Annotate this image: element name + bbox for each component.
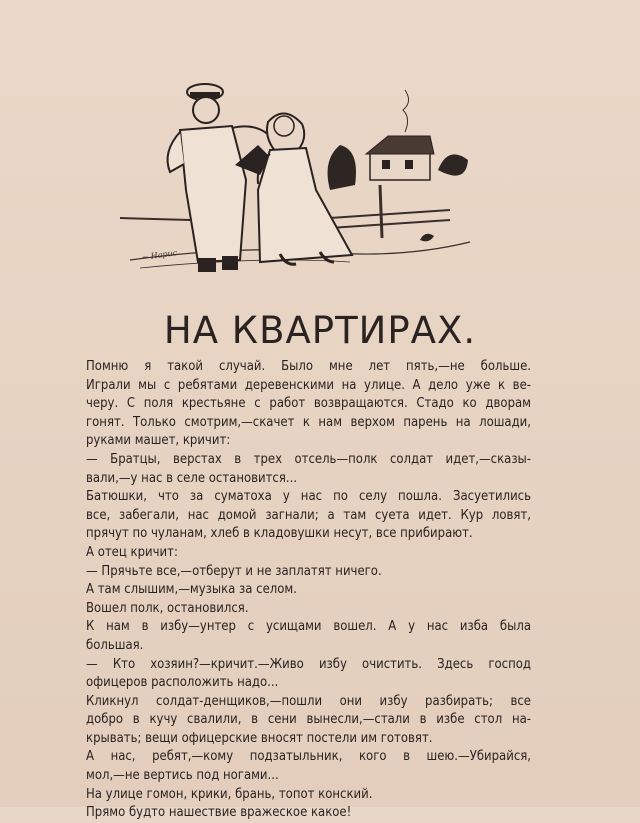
text-line: прячут по чуланам, хлеб в кладовушки несут, все прибирают.	[86, 526, 473, 542]
text-line: вали,—у нас в селе остановится...	[86, 470, 298, 486]
text-line: гонят. Только смотрим,—скачет к нам верхом парень на лошади,	[86, 414, 531, 430]
text-line: Батюшки, что за суматоха у нас по селу пошла. Засуетились	[86, 489, 531, 505]
text-line: К нам в избу—унтер с усищами вошел. А у нас изба была	[86, 619, 531, 635]
text-line: Вошел полк, остановился.	[86, 600, 249, 616]
text-line: Кликнул солдат-денщиков,—пошли они избу разбирать; все	[86, 693, 531, 709]
text-line: крывать; вещи офицерские вносят постели им готовят.	[86, 730, 433, 746]
text-line: — Братцы, верстах в трех отсель—полк солдат идет,—сказы-	[86, 451, 531, 467]
text-line: добро в кучу свалили, в сени вынесли,—стали в избе стол на-	[86, 712, 531, 728]
illustration-soldier-and-peasant-woman	[120, 70, 480, 285]
text-line: На улице гомон, крики, брань, топот конский.	[86, 786, 373, 802]
text-line: — Кто хозяин?—кричит.—Живо избу очистить. Здесь господ	[86, 656, 531, 672]
text-line: Играли мы с ребятами деревенскими на улице. А дело уже к ве-	[86, 377, 531, 393]
text-line: большая.	[86, 637, 144, 653]
text-line: черу. С поля крестьяне с работ возвращаются. Стадо ко дворам	[86, 396, 531, 412]
text-line: А нас, ребят,—кому подзатыльник, кого в шею.—Убирайся,	[86, 749, 531, 765]
text-line: руками машет, кричит:	[86, 433, 231, 449]
story-text	[86, 358, 531, 823]
text-line: офицеров расположить надо...	[86, 675, 279, 691]
text-line: мол,—не вертись под ногами...	[86, 768, 279, 784]
text-line: А там слышим,—музыка за селом.	[86, 582, 297, 598]
svg-text:~ Нарис: ~ Нарис	[141, 248, 178, 262]
text-line: все, забегали, нас домой загнали; а там суета идет. Кур ловят,	[86, 507, 531, 523]
text-line: Прямо будто нашествие вражеское какое!	[86, 805, 352, 821]
page-title: НА КВАРТИРАХ.	[163, 309, 477, 352]
text-line: — Прячьте все,—отберут и не заплатят ничего.	[86, 563, 382, 579]
text-line: А отец кричит:	[86, 544, 178, 560]
text-line: Помню я такой случай. Было мне лет пять,—не больше.	[86, 359, 531, 374]
